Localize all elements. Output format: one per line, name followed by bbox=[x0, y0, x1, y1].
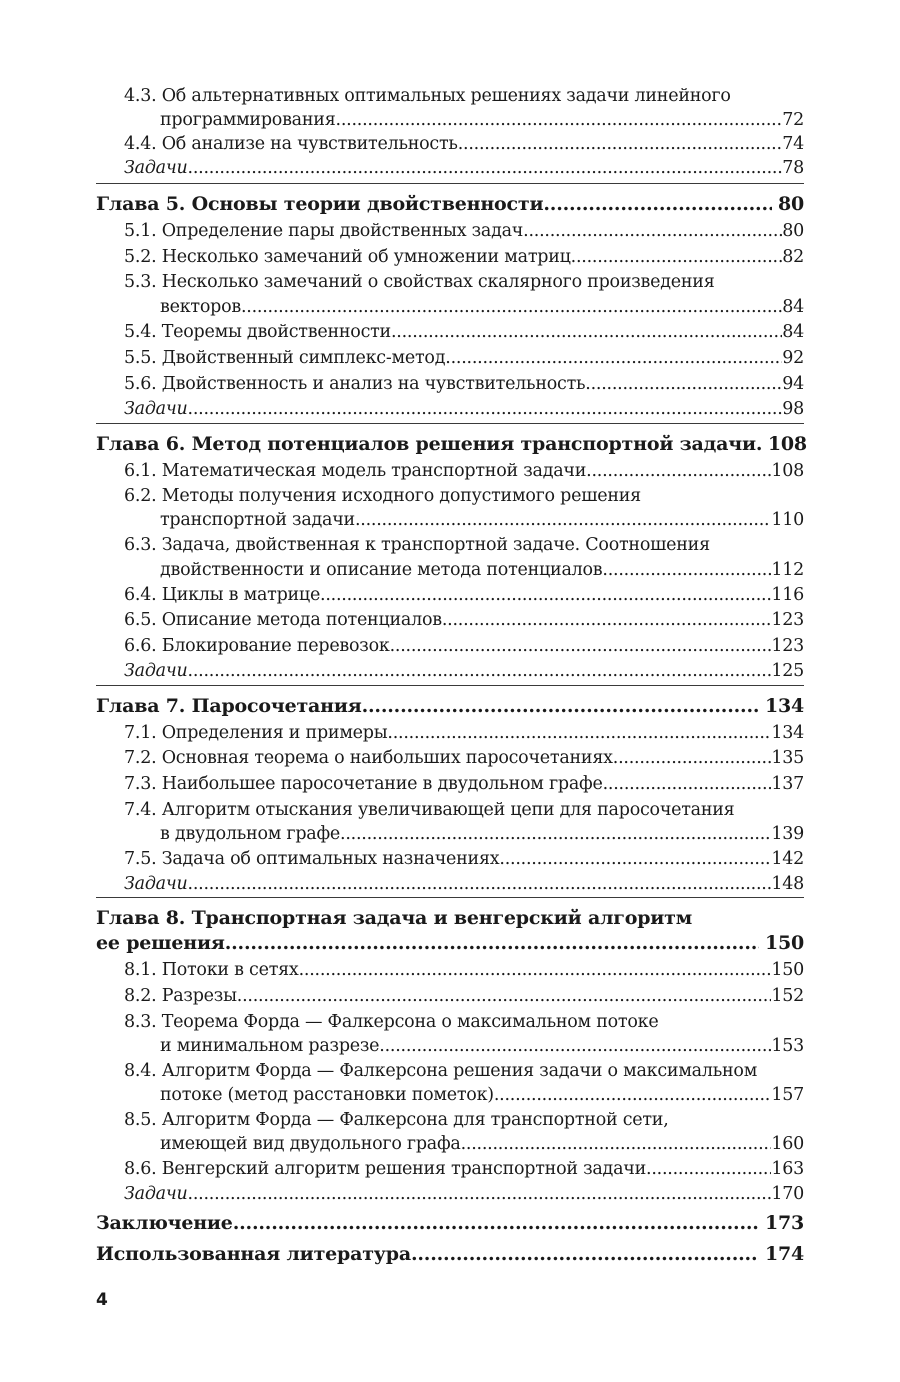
toc-title: 6.6. Блокирование перевозок bbox=[124, 636, 390, 656]
toc-page-number: 74 bbox=[782, 134, 804, 154]
toc-title: 4.4. Об анализе на чувствительность bbox=[124, 134, 458, 154]
page-number: 4 bbox=[96, 1290, 108, 1310]
toc-title: 8.6. Венгерский алгоритм решения транспортной задачи bbox=[124, 1159, 646, 1179]
toc-title: Задачи bbox=[124, 158, 188, 178]
dot-leader bbox=[387, 721, 771, 745]
toc-title: двойственности и описание метода потенциалов bbox=[160, 560, 603, 580]
toc-page-number: 94 bbox=[782, 374, 804, 394]
toc-title: 6.3. Задача, двойственная к транспортной задаче. Соотношения bbox=[124, 535, 710, 555]
toc-page-number: 123 bbox=[771, 636, 804, 656]
dot-leader bbox=[602, 558, 771, 582]
dot-leader bbox=[237, 984, 772, 1008]
toc-title: Глава 7. Паросочетания bbox=[96, 695, 362, 717]
dot-leader bbox=[188, 659, 772, 683]
toc-page-number: 139 bbox=[771, 824, 804, 844]
toc-page-number: 160 bbox=[771, 1134, 804, 1154]
toc-title: в двудольном графе bbox=[160, 824, 341, 844]
dot-leader bbox=[571, 245, 783, 269]
toc-title: 8.3. Теорема Форда — Фалкерсона о максимальном потоке bbox=[124, 1012, 659, 1032]
toc-title: векторов bbox=[160, 297, 241, 317]
dot-leader bbox=[233, 1211, 759, 1235]
toc-page-number: 170 bbox=[771, 1184, 804, 1204]
toc-page-number: 78 bbox=[782, 158, 804, 178]
toc-page-number: 80 bbox=[777, 193, 804, 215]
dot-leader bbox=[543, 192, 772, 216]
toc-page-number: 110 bbox=[771, 510, 804, 530]
toc-title: ее решения bbox=[96, 932, 225, 954]
dot-leader bbox=[390, 634, 772, 658]
toc-page-number: 125 bbox=[771, 661, 804, 681]
toc-page-number: 137 bbox=[771, 774, 804, 794]
toc-title: 7.1. Определения и примеры bbox=[124, 723, 388, 743]
toc-page-number: 152 bbox=[771, 986, 804, 1006]
dot-leader bbox=[585, 372, 782, 396]
section-divider bbox=[96, 423, 804, 424]
dot-leader bbox=[494, 1083, 772, 1107]
toc-page-number: 116 bbox=[771, 585, 804, 605]
dot-leader bbox=[320, 583, 771, 607]
toc-page-number: 142 bbox=[771, 849, 804, 869]
toc-page-number: 108 bbox=[767, 433, 807, 455]
dot-leader bbox=[188, 872, 772, 896]
toc-title: 8.2. Разрезы bbox=[124, 986, 237, 1006]
toc-page-number: 72 bbox=[782, 110, 804, 130]
toc-page-number: 98 bbox=[782, 399, 804, 419]
dot-leader bbox=[225, 931, 759, 955]
toc-title: потоке (метод расстановки пометок) bbox=[160, 1085, 494, 1105]
toc-title: 5.1. Определение пары двойственных задач bbox=[124, 221, 524, 241]
toc-title: транспортной задачи bbox=[160, 510, 355, 530]
dot-leader bbox=[499, 847, 771, 871]
toc-title: 6.2. Методы получения исходного допустимого решения bbox=[124, 486, 641, 506]
dot-leader bbox=[188, 1182, 772, 1206]
dot-leader bbox=[442, 608, 772, 632]
dot-leader bbox=[336, 108, 783, 132]
toc-title: 8.1. Потоки в сетях bbox=[124, 960, 299, 980]
section-divider bbox=[96, 897, 804, 898]
toc-title: 7.2. Основная теорема о наибольших паросочетаниях bbox=[124, 748, 613, 768]
dot-leader bbox=[586, 459, 771, 483]
toc-title: программирования bbox=[160, 110, 336, 130]
toc-page-number: 134 bbox=[771, 723, 804, 743]
dot-leader bbox=[603, 772, 772, 796]
dot-leader bbox=[461, 1132, 772, 1156]
dot-leader bbox=[646, 1157, 771, 1181]
toc-title: 7.5. Задача об оптимальных назначениях bbox=[124, 849, 500, 869]
toc-title: Глава 5. Основы теории двойственности bbox=[96, 193, 544, 215]
toc-title: 5.6. Двойственность и анализ на чувствительность bbox=[124, 374, 586, 394]
dot-leader bbox=[523, 219, 782, 243]
dot-leader bbox=[241, 295, 782, 319]
dot-leader bbox=[362, 694, 759, 718]
toc-page-number: 123 bbox=[771, 610, 804, 630]
toc-title: 8.5. Алгоритм Форда — Фалкерсона для транспортной сети, bbox=[124, 1110, 669, 1130]
toc-page-number: 153 bbox=[771, 1036, 804, 1056]
toc-title: Задачи bbox=[124, 1184, 188, 1204]
toc-title: 5.4. Теоремы двойственности bbox=[124, 322, 391, 342]
toc-page-number: 148 bbox=[771, 874, 804, 894]
toc-page-number: 150 bbox=[771, 960, 804, 980]
toc-title: 4.3. Об альтернативных оптимальных решениях задачи линейного bbox=[124, 86, 731, 106]
toc-title: 7.3. Наибольшее паросочетание в двудольном графе bbox=[124, 774, 603, 794]
toc-title: 8.4. Алгоритм Форда — Фалкерсона решения задачи о максимальном bbox=[124, 1061, 758, 1081]
toc-page-number: 112 bbox=[771, 560, 804, 580]
dot-leader bbox=[340, 822, 771, 846]
toc-page-number: 82 bbox=[782, 247, 804, 267]
toc-page-number: 174 bbox=[764, 1243, 804, 1265]
toc-page-number: 80 bbox=[782, 221, 804, 241]
toc-title: Задачи bbox=[124, 399, 188, 419]
toc-title: 6.4. Циклы в матрице bbox=[124, 585, 321, 605]
toc-title: 6.1. Математическая модель транспортной задачи bbox=[124, 461, 587, 481]
toc-title: Задачи bbox=[124, 874, 188, 894]
toc-page-number: 163 bbox=[771, 1159, 804, 1179]
dot-leader bbox=[299, 958, 772, 982]
toc-page-number: 84 bbox=[782, 297, 804, 317]
dot-leader bbox=[355, 508, 771, 532]
toc-title: 5.2. Несколько замечаний об умножении матриц bbox=[124, 247, 571, 267]
dot-leader bbox=[458, 132, 783, 156]
toc-page-number: 150 bbox=[764, 932, 804, 954]
dot-leader bbox=[379, 1034, 771, 1058]
toc-title: Использованная литература bbox=[96, 1243, 411, 1265]
toc-page-number: 92 bbox=[782, 348, 804, 368]
section-divider bbox=[96, 685, 804, 686]
toc-page-number: 173 bbox=[764, 1212, 804, 1234]
dot-leader bbox=[188, 156, 783, 180]
section-divider bbox=[96, 183, 804, 184]
toc-title: Заключение bbox=[96, 1212, 233, 1234]
toc-title: 6.5. Описание метода потенциалов bbox=[124, 610, 442, 630]
toc-title: 5.5. Двойственный симплекс-метод bbox=[124, 348, 446, 368]
dot-leader bbox=[391, 320, 782, 344]
dot-leader bbox=[613, 746, 772, 770]
toc-page-number: 135 bbox=[771, 748, 804, 768]
dot-leader bbox=[188, 397, 783, 421]
toc-title: имеющей вид двудольного графа bbox=[160, 1134, 461, 1154]
toc-page-number: 84 bbox=[782, 322, 804, 342]
toc-title: Глава 6. Метод потенциалов решения транспортной задачи bbox=[96, 433, 756, 455]
toc-page-number: 157 bbox=[771, 1085, 804, 1105]
toc-title: Глава 8. Транспортная задача и венгерский алгоритм bbox=[96, 907, 693, 929]
dot-leader bbox=[445, 346, 782, 370]
toc-title: 7.4. Алгоритм отыскания увеличивающей цепи для паросочетания bbox=[124, 800, 735, 820]
dot-leader bbox=[411, 1242, 759, 1266]
toc-page-number: 108 bbox=[771, 461, 804, 481]
toc-title: и минимальном разрезе bbox=[160, 1036, 380, 1056]
toc-title: Задачи bbox=[124, 661, 188, 681]
toc-page-number: 134 bbox=[764, 695, 804, 717]
toc-title: 5.3. Несколько замечаний о свойствах скалярного произведения bbox=[124, 272, 715, 292]
